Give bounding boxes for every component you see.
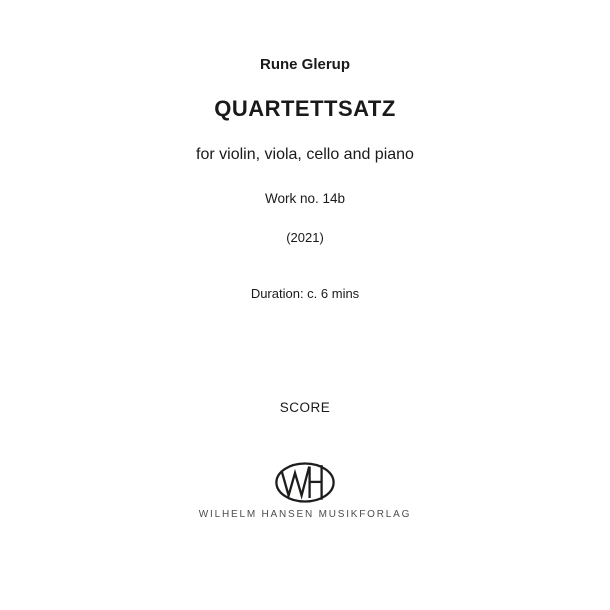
duration-note: Duration: c. 6 mins xyxy=(250,286,360,301)
work-number: Work no. 14b xyxy=(264,191,346,206)
composition-year: (2021) xyxy=(286,230,324,245)
publisher-name: WILHELM HANSEN MUSIKFORLAG xyxy=(198,509,412,520)
composer-name: Rune Glerup xyxy=(259,56,350,73)
wh-monogram-logo-icon xyxy=(274,461,336,504)
score-label: SCORE xyxy=(279,400,331,415)
instrumentation: for violin, viola, cello and piano xyxy=(196,146,414,163)
publisher-logo-block xyxy=(0,461,610,504)
work-title: QUARTETTSATZ xyxy=(214,96,396,121)
